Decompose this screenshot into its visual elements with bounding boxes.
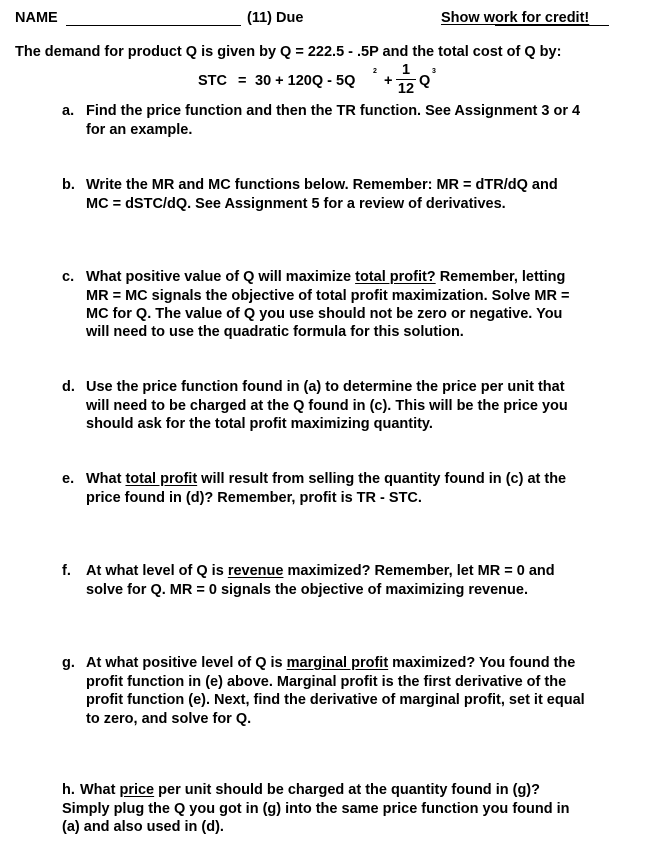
question-h-label: h. <box>62 782 75 798</box>
question-h-emphasis: price <box>119 782 155 798</box>
question-d-label: d. <box>62 379 75 395</box>
question-c-label: c. <box>62 269 75 285</box>
question-h-line <box>80 781 540 800</box>
question-a-label: a. <box>62 103 75 119</box>
question-c-text: What positive value of Q will maximize <box>86 269 356 285</box>
question-f-text: At what level of Q is <box>86 563 228 579</box>
question-h-text: What <box>80 782 120 798</box>
question-b-line: MC = dSTC/dQ. See Assignment 5 for a review of derivatives. <box>86 196 506 212</box>
question-c-line: MC for Q. The value of Q you use should not be zero or negative. You <box>86 306 563 322</box>
question-f-label: f. <box>62 563 71 579</box>
question-f-emphasis: revenue <box>227 563 284 579</box>
question-a-line: Find the price function and then the TR function. See Assignment 3 or 4 <box>86 103 581 119</box>
question-e-text: will result from selling the quantity found in (c) at the <box>197 471 567 487</box>
question-e-line: price found in (d)? Remember, profit is TR - STC. <box>86 490 422 506</box>
formula-terms: 30 + 120Q - 5Q <box>255 73 356 89</box>
question-g-line <box>86 654 575 673</box>
question-c-line: MR = MC signals the objective of total profit maximization. Solve MR = <box>86 288 570 304</box>
question-e-emphasis: total profit <box>125 471 198 487</box>
question-c-line <box>86 268 565 287</box>
formula-plus: + <box>384 73 393 89</box>
question-g-label: g. <box>62 655 75 671</box>
question-h-line: Simply plug the Q you got in (g) into the same price function you found in <box>62 801 570 817</box>
question-b-label: b. <box>62 177 75 193</box>
question-e-label: e. <box>62 471 75 487</box>
exponent-2: 2 <box>373 68 377 75</box>
question-g-text: At what positive level of Q is <box>86 655 287 671</box>
exponent-3: 3 <box>432 68 436 75</box>
question-h-line: (a) and also used in (d). <box>62 819 224 835</box>
question-e-line <box>86 470 566 489</box>
stc-formula <box>198 62 458 104</box>
question-f-text: maximized? Remember, let MR = 0 and <box>283 563 555 579</box>
due-label: (11) Due <box>247 10 304 26</box>
fraction-numerator: 1 <box>401 62 411 78</box>
question-f-line: solve for Q. MR = 0 signals the objective of maximizing revenue. <box>86 582 528 598</box>
question-g-emphasis: marginal profit <box>286 655 389 671</box>
question-c-emphasis: total profit? <box>355 269 436 285</box>
formula-q: Q <box>419 73 431 89</box>
question-f-line <box>86 562 555 581</box>
question-g-line: to zero, and solve for Q. <box>86 711 252 727</box>
formula-prefix: STC <box>198 73 227 89</box>
question-d-line: will need to be charged at the Q found in (c). This will be the price you <box>86 398 568 414</box>
fraction-bar <box>396 79 416 80</box>
question-b-line: Write the MR and MC functions below. Remember: MR = dTR/dQ and <box>86 177 558 193</box>
question-c-text: Remember, letting <box>435 269 566 285</box>
question-d-line: should ask for the total profit maximizing quantity. <box>86 416 433 432</box>
fraction <box>396 62 416 97</box>
question-a-line: for an example. <box>86 122 193 138</box>
question-g-text: maximized? You found the <box>388 655 576 671</box>
question-h-text: per unit should be charged at the quantity found in (g)? <box>154 782 540 798</box>
name-label: NAME <box>15 10 58 26</box>
question-e-text: What <box>86 471 126 487</box>
question-d-line: Use the price function found in (a) to determine the price per unit that <box>86 379 565 395</box>
question-c-line: will need to use the quadratic formula for this solution. <box>86 324 464 340</box>
credit-note: Show work for credit! <box>441 10 590 26</box>
fraction-denominator: 12 <box>397 81 415 98</box>
name-blank[interactable] <box>66 10 241 26</box>
formula-equals: = <box>238 73 247 89</box>
question-g-line: profit function in (e) above. Marginal profit is the first derivative of the <box>86 674 567 690</box>
question-g-line: profit function (e). Next, find the derivative of marginal profit, set it equal <box>86 692 585 708</box>
intro-text: The demand for product Q is given by Q = 222.5 - .5P and the total cost of Q by: <box>15 44 562 60</box>
